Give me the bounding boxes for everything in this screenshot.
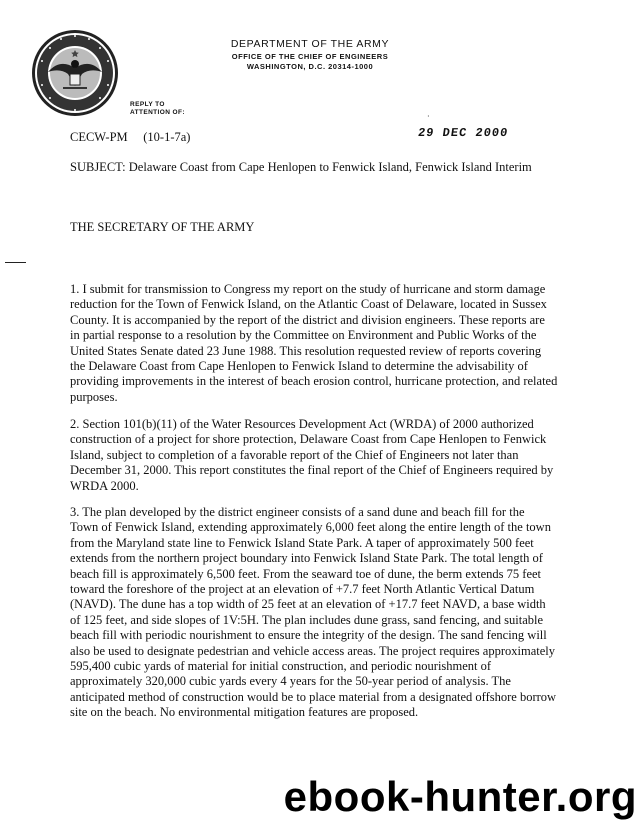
- stray-mark: ·: [427, 112, 430, 121]
- paragraph-2: 2. Section 101(b)(11) of the Water Resources Development Act (WRDA) of 2000 authorized construction of a project for shore protection, Delaware Coast from Cape Henlopen to Fenwick Island, subject to completion of a favorable report of the Chief of Engineers not later than December 31, 2000. This report constitutes the final report of the Chief of Engineers required by WRDA 2000.: [70, 417, 554, 493]
- addressee: THE SECRETARY OF THE ARMY: [70, 220, 255, 234]
- date-stamp: 29 DEC 2000: [417, 126, 510, 140]
- subject-line: SUBJECT: Delaware Coast from Cape Henlopen to Fenwick Island, Fenwick Island Interim: [70, 160, 532, 174]
- paragraph-3: 3. The plan developed by the district engineer consists of a sand dune and beach fill for the Town of Fenwick Island, extending approximately 6,000 feet along the entire length of the town from the Maryland state line to Fenwick Island State Park. A taper of approximately 500 feet extends from the northern project boundary into Fenwick Island State Park. The total length of beach fill is approximately 6,500 feet. From the seaward toe of dune, the berm extends 75 feet toward the foreshore of the project at an elevation of +7.7 feet North Atlantic Vertical Datum (NAVD). The dune has a top width of 25 feet at an elevation of +17.7 feet NAVD, a base width of 125 feet, and side slopes of 1V:5H. The plan includes dune grass, sand fencing, and suitable beach fill with periodic nourishment to ensure the integrity of the design. The sand fencing will also be used to designate pedestrian and vehicle access areas. The project requires approximately 595,400 cubic yards of material for initial construction, and periodic nourishment of approximately 320,000 cubic yards every 4 years for the 50-year period of analysis. The anticipated method of construction would be to place material from a designated offshore borrow site on the beach. No environmental mitigation features are proposed.: [70, 505, 557, 720]
- office-address: WASHINGTON, D.C. 20314-1000: [246, 62, 374, 71]
- paragraph-1: 1. I submit for transmission to Congress my report on the study of hurricane and storm damage reduction for the Town of Fenwick Island, on the Atlantic Coast of Delaware, located in Sussex County. It is accompanied by the report of the district and division engineers. These reports are in partial response to a resolution by the Committee on Environment and Public Works of the United States Senate dated 23 June 1988. This resolution requested review of reports covering the Delaware Coast from Cape Henlopen to Fenwick Island to determine the advisability of providing improvements in the interest of beach erosion control, hurricane protection, and related purposes.: [70, 282, 558, 404]
- reply-to-line2: ATTENTION OF:: [130, 109, 185, 116]
- office-symbol-reference: CECW-PM (10-1-7a): [70, 130, 191, 144]
- letterhead: [190, 38, 430, 71]
- watermark: ebook-hunter.org: [283, 773, 637, 820]
- reply-to-line1: REPLY TO: [130, 101, 165, 108]
- margin-dash: [5, 262, 26, 263]
- department-of-defense-seal: [30, 28, 120, 118]
- reply-to-label: [130, 101, 185, 117]
- office-name: OFFICE OF THE CHIEF OF ENGINEERS: [231, 52, 389, 61]
- department-name: DEPARTMENT OF THE ARMY: [230, 38, 390, 50]
